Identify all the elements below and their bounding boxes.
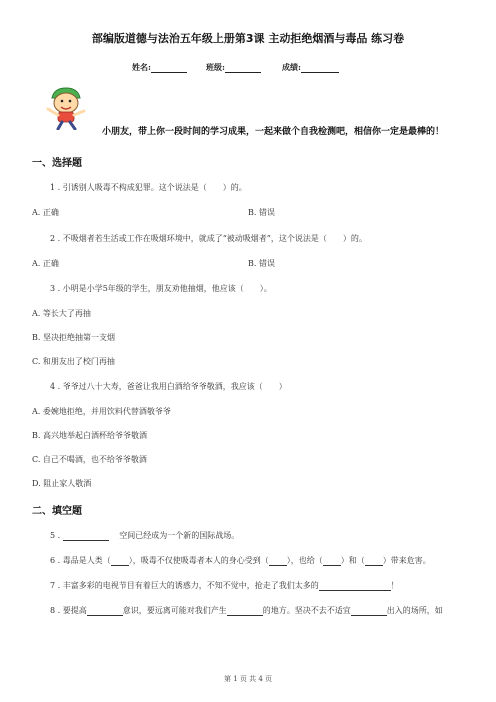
q8-blank-3 — [351, 606, 387, 616]
q2-option-b: B. 错误 — [248, 259, 275, 268]
q1-option-a: A. 正确 — [32, 208, 59, 217]
name-label: 姓名: — [132, 62, 151, 72]
q6-part-5: ）带来危害。 — [382, 556, 431, 565]
score-blank — [301, 63, 339, 73]
question-6 — [50, 555, 431, 566]
question-5 — [50, 530, 239, 541]
question-8 — [50, 605, 443, 616]
q1-option-b: B. 错误 — [248, 208, 275, 217]
section-choice-heading: 一、选择题 — [32, 158, 82, 169]
q4-option-c: C. 自己不喝酒，也不给爷爷敬酒 — [32, 455, 147, 464]
question-1: 1 . 引诱别人吸毒不构成犯罪。这个说法是（ ）的。 — [50, 183, 247, 192]
score-label: 成绩: — [282, 62, 301, 72]
q7-part-2: ！ — [390, 581, 399, 590]
q4-option-d: D. 阻止家人敬酒 — [32, 479, 92, 488]
q5-blank — [63, 531, 109, 541]
q8-part-3: 的地方。坚决不去不适宜 — [262, 606, 351, 615]
q2-option-a: A. 正确 — [32, 259, 59, 268]
score-field — [282, 62, 339, 73]
name-field — [132, 62, 187, 73]
q6-part-3: ），也给（ — [286, 556, 323, 565]
q3-option-b: B. 坚决拒绝抽第一支烟 — [32, 333, 115, 342]
question-3: 3 . 小明是小学5年级的学生，朋友劝他抽烟，他应该（ ）。 — [50, 284, 272, 293]
q6-part-1: 6 . 毒品是人类（ — [50, 556, 111, 565]
q8-blank-2 — [227, 606, 263, 616]
q6-blank-1 — [111, 556, 129, 566]
q8-part-4: 出入的场所，如 — [386, 606, 443, 615]
q6-part-2: ），吸毒不仅使吸毒者本人的身心受到（ — [128, 556, 269, 565]
q4-option-a: A. 委婉地拒绝，并用饮料代替酒敬爷爷 — [32, 407, 171, 416]
question-4: 4 . 爷爷过八十大寿，爸爸让我用白酒给爷爷敬酒，我应该（ ） — [50, 382, 287, 391]
q3-option-c: C. 和朋友出了校门再抽 — [32, 357, 115, 366]
q5-text: 空间已经成为一个新的国际战场。 — [119, 531, 240, 540]
name-blank — [151, 63, 187, 73]
q6-blank-4 — [365, 556, 383, 566]
q5-number: 5 . — [50, 531, 61, 540]
mascot-icon — [44, 84, 90, 130]
intro-text: 小朋友，带上你一段时间的学习成果，一起来做个自我检测吧，相信你一定是最棒的！ — [102, 127, 445, 137]
page-title: 部编版道德与法治五年级上册第3课 主动拒绝烟酒与毒品 练习卷 — [91, 32, 405, 45]
class-field — [206, 62, 261, 73]
q8-blank-1 — [87, 606, 123, 616]
q8-part-1: 8 . 要提高 — [50, 606, 87, 615]
class-label: 班级: — [206, 62, 225, 72]
q6-part-4: ）和（ — [340, 556, 365, 565]
question-7 — [50, 580, 399, 591]
q7-blank — [319, 581, 391, 591]
q8-part-2: 意识，要远离可能对我们产生 — [122, 606, 227, 615]
q7-part-1: 7 . 丰富多彩的电视节目有着巨大的诱惑力，不知不觉中，抢走了我们太多的 — [50, 581, 319, 590]
section-fill-heading: 二、填空题 — [32, 506, 82, 517]
page-footer: 第 1 页 共 4 页 — [223, 675, 273, 683]
class-blank — [225, 63, 261, 73]
q4-option-b: B. 高兴地举起白酒杯给爷爷敬酒 — [32, 431, 147, 440]
q6-blank-2 — [269, 556, 287, 566]
q6-blank-3 — [323, 556, 341, 566]
question-2: 2 . 不吸烟者若生活或工作在吸烟环境中，就成了“被动吸烟者”，这个说法是（ ）的。 — [50, 234, 367, 243]
q3-option-a: A. 等长大了再抽 — [32, 309, 91, 318]
